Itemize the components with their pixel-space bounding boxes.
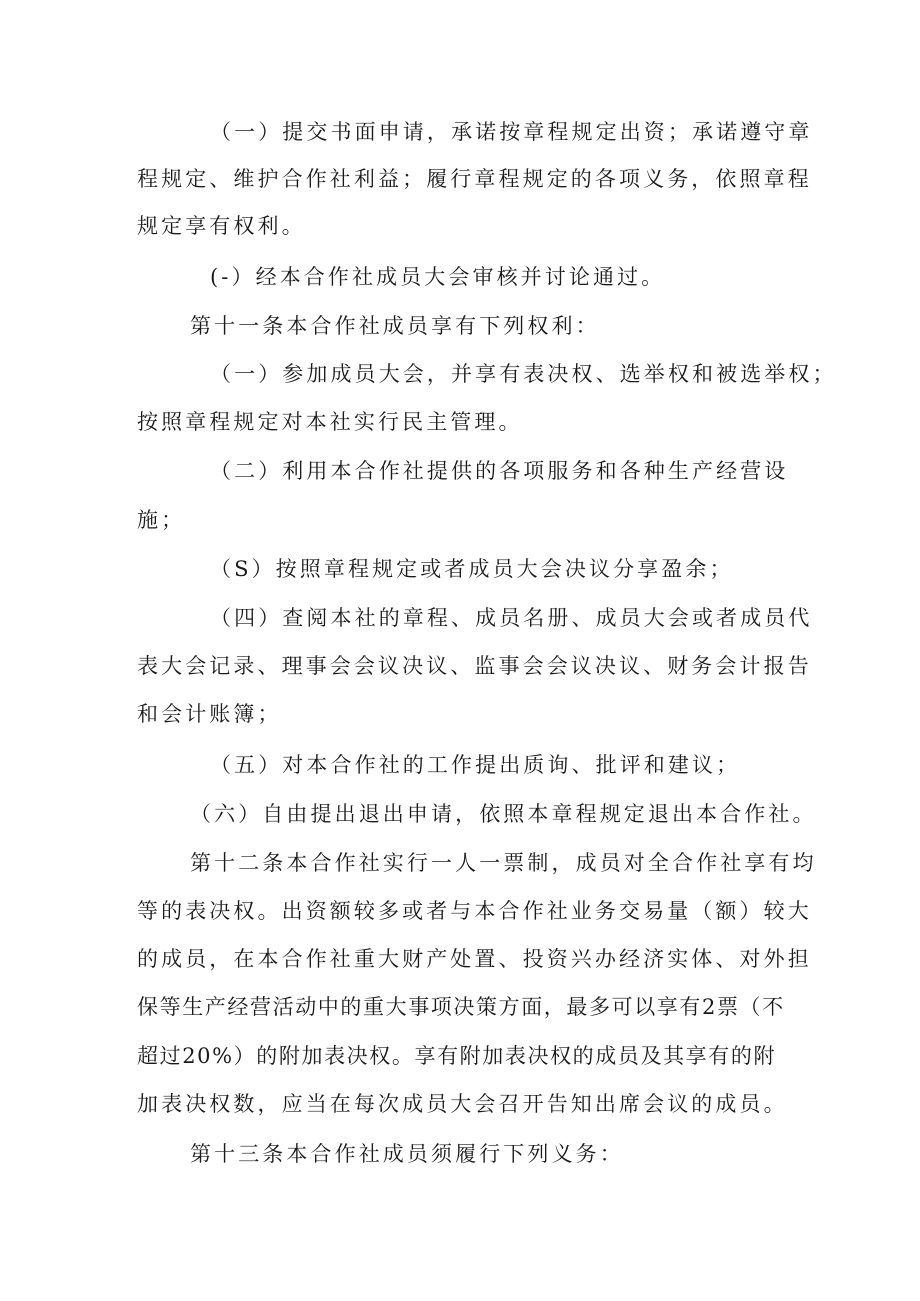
text-line: 等的表决权。出资额较多或者与本合作社业务交易量（额）较大 [137,899,812,923]
text-line: 第十三条本合作社成员须履行下列义务： [190,1142,624,1166]
text-line: （二）利用本合作社提供的各项服务和各种生产经营设 [210,459,789,483]
text-line: （一）提交书面申请，承诺按章程规定出资；承诺遵守章 [210,120,813,144]
text-line: 保等生产经营活动中的重大事项决策方面，最多可以享有2票（不 [137,995,785,1019]
text-line: 第十一条本合作社成员享有下列权利： [190,314,600,338]
text-line: （六）自由提出退出申请，依照本章程规定退出本合作社。 [190,802,817,826]
text-line: 加表决权数，应当在每次成员大会召开告知出席会议的成员。 [137,1092,788,1116]
text-line: (-）经本合作社成员大会审核并讨论通过。 [210,265,666,289]
text-line: 和会计账簿； [137,702,282,726]
text-line: 规定享有权利。 [137,214,306,238]
text-line: 第十二条本合作社实行一人一票制，成员对全合作社享有均 [190,851,817,875]
text-line: 表大会记录、理事会会议决议、监事会会议决议、财务会计报告 [137,654,812,678]
text-line: 施； [137,508,186,532]
text-line: （一）参加成员大会，并享有表决权、选举权和被选举权； [210,362,837,386]
text-line: （S）按照章程规定或者成员大会决议分享盈余； [210,557,734,581]
text-line: 超过20%）的附加表决权。享有附加表决权的成员及其享有的附 [137,1044,777,1068]
text-line: （四）查阅本社的章程、成员名册、成员大会或者成员代 [210,606,813,630]
text-line: （五）对本合作社的工作提出质询、批评和建议； [210,753,741,777]
text-line: 按照章程规定对本社实行民主管理。 [137,410,523,434]
text-line: 程规定、维护合作社利益；履行章程规定的各项义务，依照章程 [137,167,812,191]
text-line: 的成员，在本合作社重大财产处置、投资兴办经济实体、对外担 [137,947,812,971]
